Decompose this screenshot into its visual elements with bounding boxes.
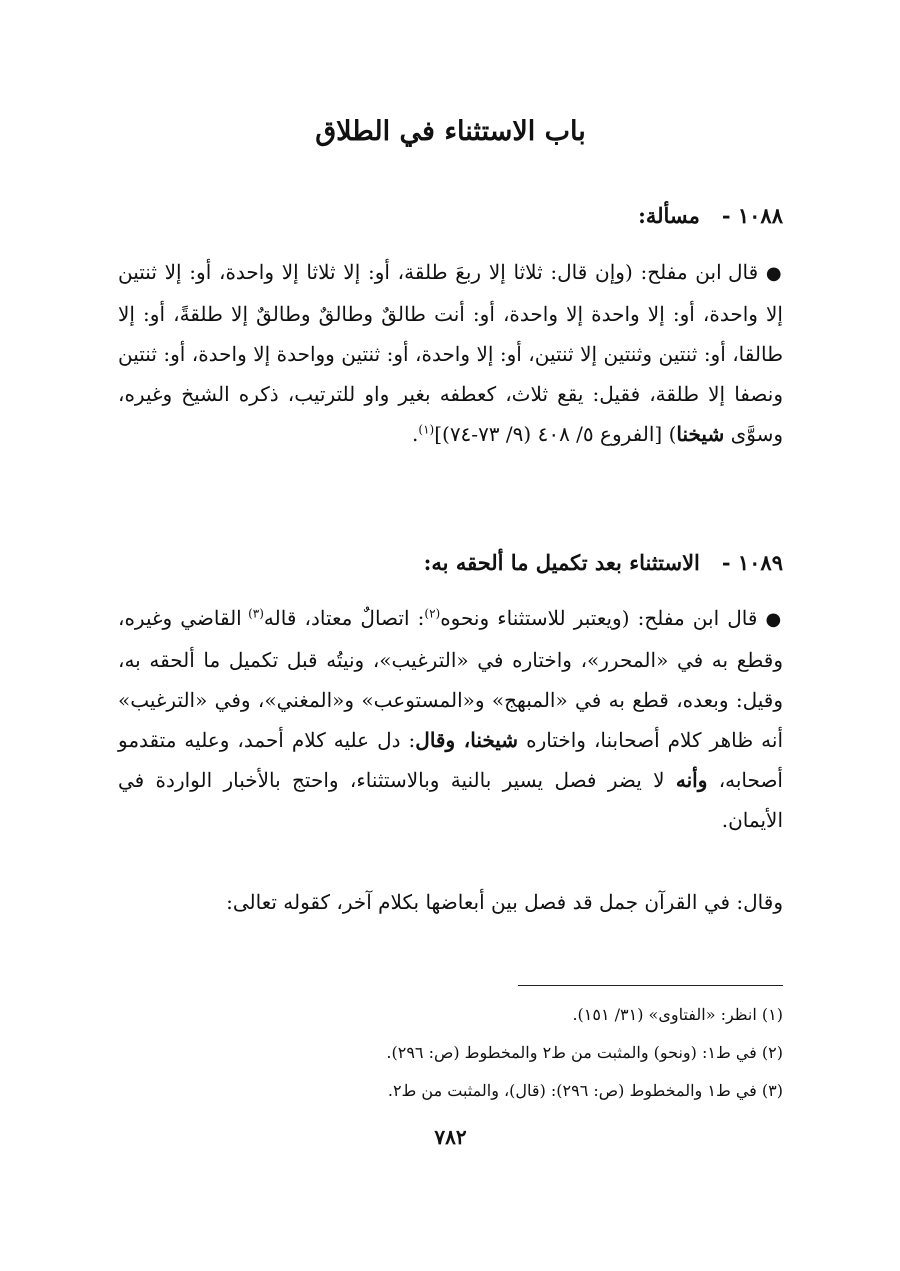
paragraph-text: قال ابن مفلح: (ويعتبر للاستثناء ونحوه (440, 606, 758, 630)
footnotes-list (118, 996, 783, 1110)
footnote-ref[interactable]: (٣) (248, 606, 264, 621)
footnote-divider (518, 985, 783, 986)
footnote-ref[interactable]: (١) (418, 422, 435, 437)
paragraph-text: : دل عليه كلام أحمد، وعليه متقدمو أصحابه، (118, 728, 783, 792)
emphasis-text: شيخنا، وقال (415, 728, 519, 752)
page-number: ٧٨٢ (434, 1125, 467, 1149)
footnote-ref[interactable]: (٢) (424, 606, 441, 621)
paragraph-end: . (412, 422, 419, 446)
footnote-1: (١) انظر: «الفتاوى» (٣١/ ١٥١). (572, 1005, 783, 1024)
issue-title: مسألة: (638, 203, 700, 228)
bullet-icon: ● (765, 263, 783, 284)
emphasis-text: شيخنا (676, 422, 725, 446)
footnote-3: (٣) في ط١ والمخطوط (ص: ٢٩٦): (قال)، والمثبت من ط٢. (387, 1081, 783, 1100)
issue-number: ١٠٨٨ - (721, 203, 783, 228)
issue-paragraph-1089-continued: وقال: في القرآن جمل قد فصل بين أبعاضها بكلام آخر، كقوله تعالى: (226, 890, 783, 914)
document-page (118, 0, 783, 1271)
issue-heading-1089 (424, 545, 783, 581)
issue-paragraph-1088 (118, 252, 783, 454)
paragraph-text: : اتصالٌ معتاد، قاله (263, 606, 425, 630)
paragraph-text: لا يضر فصل يسير بالنية وبالاستثناء، واحتج بالأخبار الواردة في الأيمان. (118, 768, 783, 832)
paragraph-text: القاضي وغيره، وقطع به في «المحرر»، واختاره في «الترغيب»، ونيتُه قبل تكميل ما ألحقه به، وقيل: وبعده، قطع به في «المبهج» و«المستوعب» و«المغني»، وفي «الترغيب» أنه ظاهر كلام أصحابنا، واختاره (118, 606, 783, 752)
paragraph-text: ) [الفروع ٥/ ٤٠٨ (٩/ ٧٣-٧٤)] (434, 422, 677, 446)
chapter-title: باب الاستثناء في الطلاق (315, 116, 586, 147)
footnote-2: (٢) في ط١: (ونحو) والمثبت من ط٢ والمخطوط (ص: ٢٩٦). (386, 1043, 783, 1062)
paragraph-text: قال ابن مفلح: (وإن قال: ثلاثا إلا ربعَ طلقة، أو: إلا ثلاثا إلا واحدة، أو: إلا ثنتين إلا واحدة، أو: إلا واحدة إلا واحدة، أو: أنت طالقٌ وطالقٌ وطالقٌ إلا طلقةً، أو: إلا طالقا، أو: ثنتين وثنتين إلا ثنتين، أو: إلا واحدة، أو: ثنتين وواحدة إلا واحدة، أو: ثنتين ونصفا إلا طلقة، فقيل: يقع ثلاث، كعطفه بغير واو للترتيب، ذكره الشيخ وغيره، وسوَّى (118, 260, 783, 446)
bullet-icon: ● (765, 609, 783, 630)
issue-paragraph-1089 (118, 598, 783, 840)
issue-heading-1088 (638, 198, 783, 234)
emphasis-text: وأنه (675, 768, 708, 792)
issue-title: الاستثناء بعد تكميل ما ألحقه به: (423, 550, 700, 575)
issue-number: ١٠٨٩ - (721, 550, 783, 575)
